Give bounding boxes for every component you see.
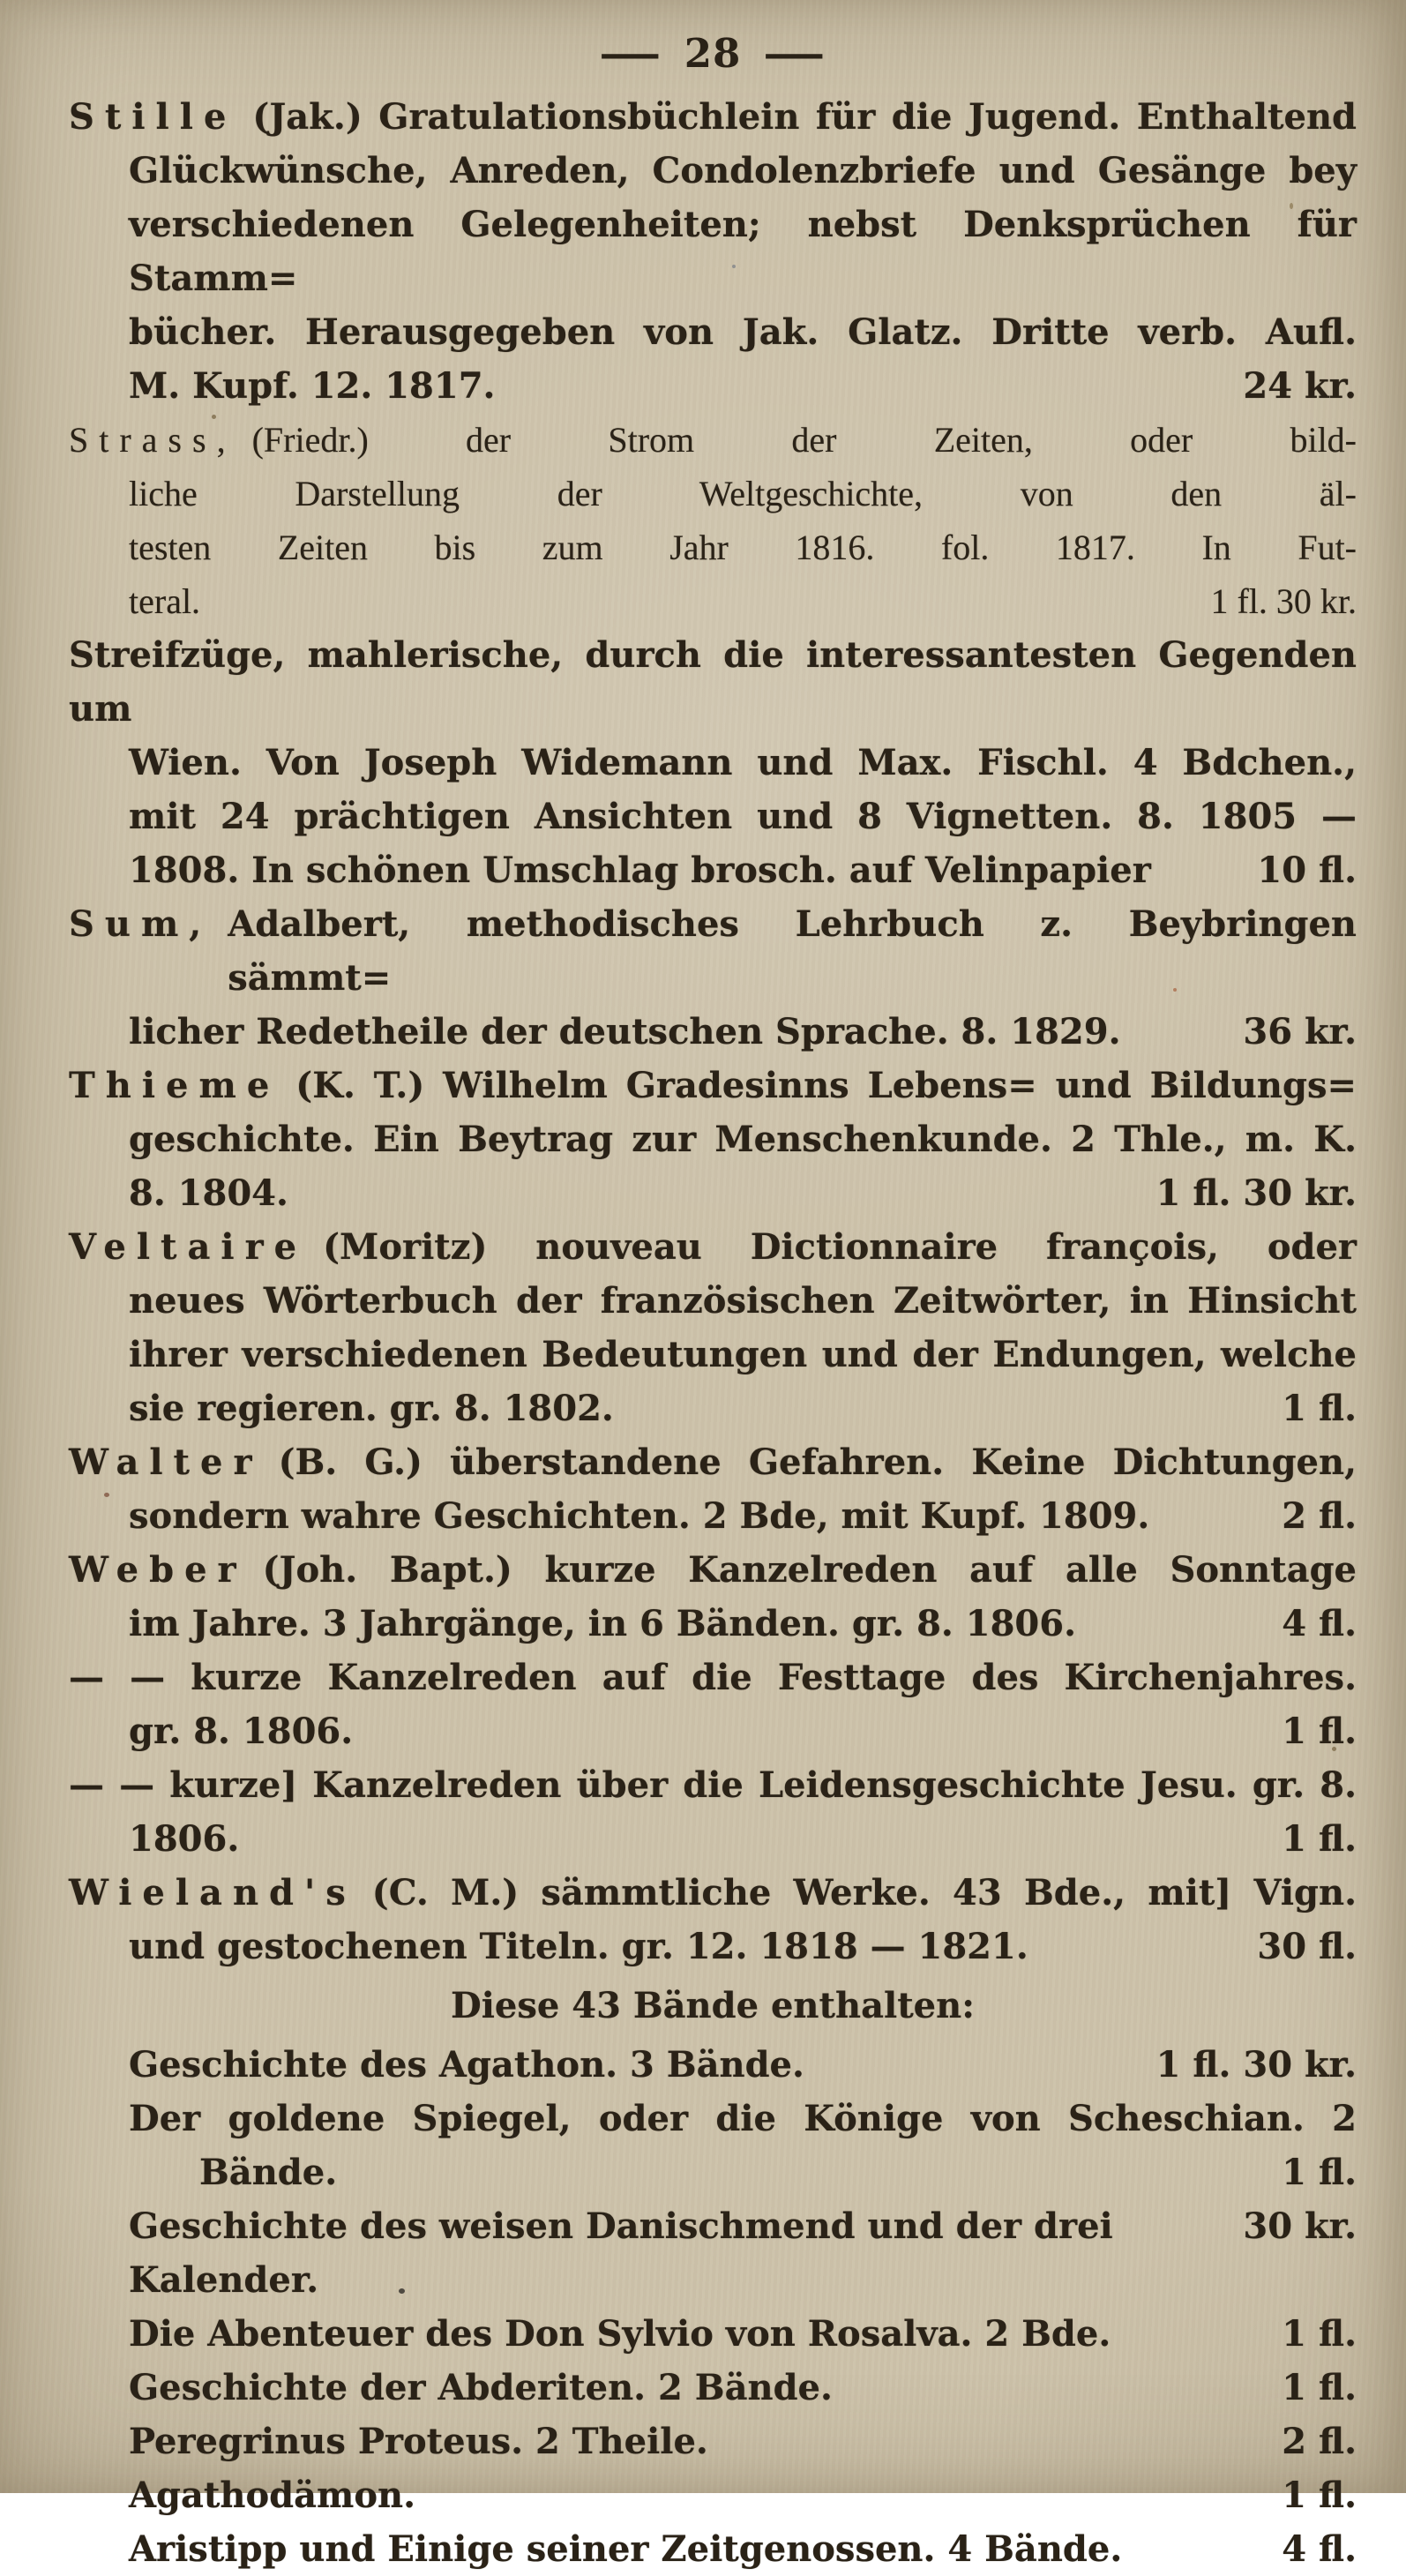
entry-text: Bände. [199, 2152, 338, 2193]
price-text: 1 fl. [1282, 1818, 1357, 1860]
entry-author: Sum, [69, 903, 213, 945]
price-text: 2 fl. [1282, 2421, 1357, 2462]
catalog-line [69, 2307, 1357, 2361]
entry-text: (K. T.) Wilhelm Gradesinns Lebens= und Bildungs= [295, 1065, 1357, 1106]
entry-author: Stille [69, 96, 237, 138]
price-text: 1 fl. [1282, 2367, 1357, 2408]
entry-text: Peregrinus Proteus. 2 Theile. [129, 2421, 708, 2462]
entry-text: Glückwünsche, Anreden, Condolenzbriefe und Gesänge bey [129, 150, 1357, 191]
entry-text: — — kurze] Kanzelreden über die Leidensgeschichte Jesu. gr. 8. [69, 1764, 1357, 1806]
catalog-line [69, 2199, 1357, 2307]
catalog-line [69, 2092, 1357, 2145]
catalog-line [69, 628, 1369, 736]
catalog-line [69, 2522, 1357, 2576]
catalog-line [69, 736, 1357, 790]
catalog-line [69, 1651, 1357, 1704]
catalog-line [69, 1866, 1357, 1920]
entry-text: ihrer verschiedenen Bedeutungen und der Endungen, welche [129, 1334, 1357, 1375]
catalog-line [69, 467, 1357, 520]
catalog-line [69, 144, 1357, 198]
entry-text: Wien. Von Joseph Widemann und Max. Fischl. 4 Bdchen., [129, 742, 1357, 783]
price-text: 30 fl. [1257, 1926, 1357, 1967]
header-left-dash: — [597, 30, 663, 77]
page-content [69, 23, 1369, 2576]
catalog-line [69, 1005, 1357, 1059]
catalog-line [69, 1328, 1357, 1382]
entry-author: Weber [69, 1549, 247, 1591]
price-text: 4 fl. [1282, 1603, 1357, 1644]
entry-text: licher Redetheile der deutschen Sprache. 8. 1829. [129, 1011, 1121, 1052]
catalog-line [69, 2468, 1357, 2522]
catalog-line [69, 1704, 1357, 1758]
entry-text: verschiedenen Gelegenheiten; nebst Denksprüchen für Stamm= [129, 204, 1369, 299]
price-text: 4 fl. [1282, 2528, 1357, 2570]
entry-author: Veltaire [69, 1226, 308, 1268]
catalog-line [69, 198, 1369, 305]
catalog-line [69, 1166, 1357, 1220]
page-number: 28 [684, 30, 742, 77]
price-text: 1 fl. 30 kr. [1155, 1172, 1357, 1214]
catalog-line [69, 90, 1357, 144]
entry-text: Aristipp und Einige seiner Zeitgenossen. 4 Bände. [129, 2528, 1123, 2570]
catalog-line [69, 359, 1357, 413]
catalog-line [69, 305, 1357, 359]
entry-text: (Friedr.) der Strom der Zeiten, oder bild- [251, 420, 1357, 460]
catalog-line [69, 2038, 1357, 2092]
entry-author: Strass, [69, 420, 236, 460]
catalog-line [69, 790, 1357, 843]
entry-text: (Joh. Bapt.) kurze Kanzelreden auf alle Sonntage [262, 1549, 1357, 1591]
entry-text: testen Zeiten bis zum Jahr 1816. fol. 1817. In Fut- [129, 528, 1357, 567]
entry-text: neues Wörterbuch der französischen Zeitwörter, in Hinsicht [129, 1280, 1357, 1322]
catalog-line [69, 1597, 1357, 1651]
page-number-header [69, 23, 1357, 85]
catalog-line [69, 1758, 1357, 1812]
catalog-line [69, 1920, 1357, 1973]
price-text: 1 fl. [1282, 1711, 1357, 1752]
entry-text: Die Abenteuer des Don Sylvio von Rosalva. 2 Bde. [129, 2313, 1111, 2355]
entry-text: M. Kupf. 12. 1817. [129, 365, 496, 407]
entry-text: Geschichte des weisen Danischmend und der drei Kalender. [129, 2205, 1126, 2301]
header-right-dash: — [762, 30, 828, 77]
entry-text: teral. [129, 581, 201, 621]
catalog-line [69, 1220, 1357, 1274]
catalog-line [69, 520, 1357, 574]
entry-text: geschichte. Ein Beytrag zur Menschenkunde. 2 Thle., m. K. [129, 1119, 1357, 1160]
entry-text: im Jahre. 3 Jahrgänge, in 6 Bänden. gr. 8. 1806. [129, 1603, 1077, 1644]
price-text: 1 fl. 30 kr. [1210, 581, 1357, 621]
entry-text: gr. 8. 1806. [129, 1711, 354, 1752]
entry-author: Thieme [69, 1065, 280, 1106]
price-text: 1 fl. [1282, 2475, 1357, 2516]
catalog-line [69, 1059, 1357, 1112]
catalog-line [69, 1435, 1357, 1489]
price-text: 1 fl. [1282, 2313, 1357, 2355]
entry-text: Streifzüge, mahlerische, durch die interessantesten Gegenden um [69, 634, 1369, 730]
price-text: 1 fl. 30 kr. [1155, 2044, 1357, 2086]
entry-text: 1806. [129, 1818, 240, 1860]
price-text: 30 kr. [1243, 2205, 1357, 2247]
entry-text: 8. 1804. [129, 1172, 288, 1214]
entry-author: Wieland's [69, 1872, 356, 1913]
entry-text: Agathodämon. [129, 2475, 416, 2516]
entry-text: — — kurze Kanzelreden auf die Festtage des Kirchenjahres. [69, 1657, 1357, 1698]
entry-text: 1808. In schönen Umschlag brosch. auf Velinpapier [129, 850, 1151, 891]
catalog-line [69, 2361, 1357, 2415]
price-text: 36 kr. [1243, 1011, 1357, 1052]
catalog-line [69, 2145, 1357, 2199]
catalog-line [69, 1274, 1357, 1328]
entry-text: Geschichte der Abderiten. 2 Bände. [129, 2367, 833, 2408]
entry-text: Der goldene Spiegel, oder die Könige von Scheschian. 2 [129, 2098, 1357, 2139]
entry-text: Geschichte des Agathon. 3 Bände. [129, 2044, 804, 2086]
entry-text: sondern wahre Geschichten. 2 Bde, mit Kupf. 1809. [129, 1495, 1150, 1537]
catalog-line [69, 1382, 1357, 1435]
catalog-text-block [69, 90, 1369, 2576]
price-text: 1 fl. [1282, 2152, 1357, 2193]
entry-text: (C. M.) sämmtliche Werke. 43 Bde., mit] Vign. [371, 1872, 1357, 1913]
entry-text: Diese 43 Bände enthalten: [451, 1985, 975, 2026]
price-text: 1 fl. [1282, 1388, 1357, 1429]
entry-text: bücher. Herausgegeben von Jak. Glatz. Dritte verb. Aufl. [129, 311, 1357, 353]
catalog-line [69, 2415, 1357, 2468]
catalog-line [69, 843, 1357, 897]
entry-text: (Moritz) nouveau Dictionnaire françois, oder [323, 1226, 1357, 1268]
entry-text: (B. G.) überstandene Gefahren. Keine Dichtungen, [278, 1442, 1357, 1483]
catalog-line [69, 1112, 1357, 1166]
catalog-line [69, 1812, 1357, 1866]
catalog-line [69, 1489, 1357, 1543]
entry-text: sie regieren. gr. 8. 1802. [129, 1388, 614, 1429]
entry-text: (Jak.) Gratulationsbüchlein für die Jugend. Enthaltend [252, 96, 1357, 138]
entry-text: liche Darstellung der Weltgeschichte, von den äl- [129, 474, 1357, 513]
entry-text: mit 24 prächtigen Ansichten und 8 Vignetten. 8. 1805 — [129, 796, 1357, 837]
entry-author: Walter [69, 1442, 263, 1483]
entry-text: Adalbert, methodisches Lehrbuch z. Beybringen sämmt= [228, 903, 1369, 999]
price-text: 24 kr. [1243, 365, 1357, 407]
catalog-line [69, 1979, 1357, 2033]
price-text: 10 fl. [1257, 850, 1357, 891]
entry-text: und gestochenen Titeln. gr. 12. 1818 — 1821. [129, 1926, 1028, 1967]
catalog-line [69, 413, 1357, 467]
catalog-line [69, 897, 1369, 1005]
catalog-line [69, 574, 1357, 628]
price-text: 2 fl. [1282, 1495, 1357, 1537]
catalog-line [69, 1543, 1357, 1597]
